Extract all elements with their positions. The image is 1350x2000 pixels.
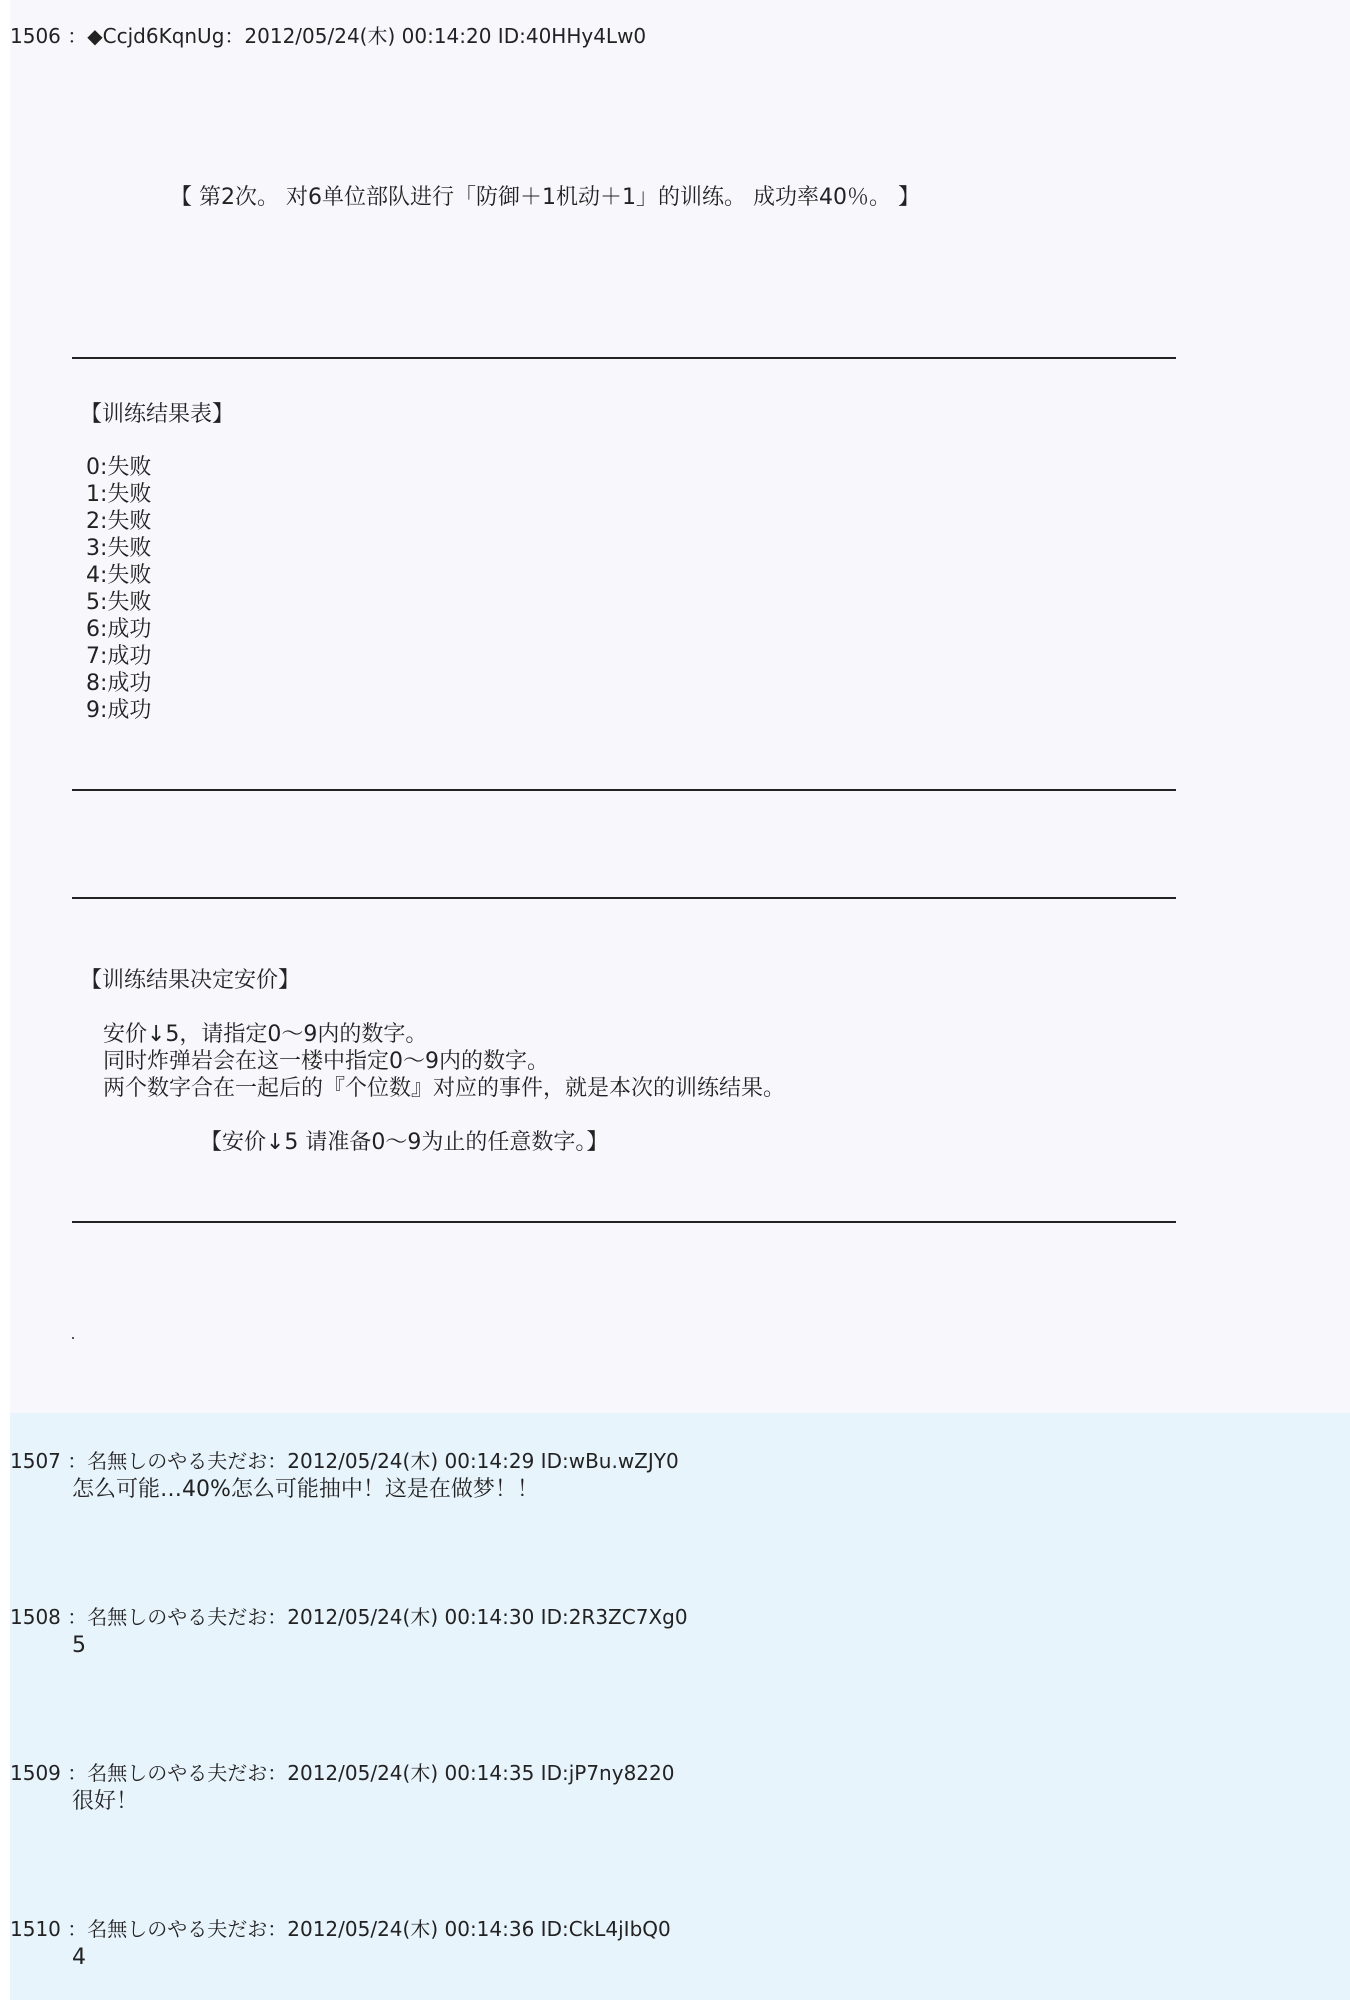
list-item: 9:成功 [86, 698, 152, 723]
list-item: 7:成功 [86, 644, 152, 669]
list-item: 4:失败 [86, 563, 152, 588]
post-header: 1506 ：◆Ccjd6KqnUg：2012/05/24(木) 00:14:20 ID:40HHy4Lw0 [10, 24, 647, 48]
list-item: 3:失败 [86, 536, 152, 561]
list-item: 5:失败 [86, 590, 152, 615]
decision-line: 同时炸弹岩会在这一楼中指定0～9内的数字。 [103, 1049, 549, 1074]
list-item: 1:失败 [86, 482, 152, 507]
divider [72, 789, 1176, 791]
list-item: 8:成功 [86, 671, 152, 696]
reply-header: 1510 ：名無しのやる夫だお：2012/05/24(木) 00:14:36 ID:CkL4jIbQ0 [10, 1917, 671, 1941]
reply-header: 1507 ：名無しのやる夫だお：2012/05/24(木) 00:14:29 ID:wBu.wZJY0 [10, 1449, 679, 1473]
reply-body: 5 [72, 1633, 86, 1658]
decision-line: 安价↓5，请指定0～9内的数字。 [103, 1022, 428, 1047]
reply-body: 很好！ [72, 1789, 139, 1814]
left-margin [0, 0, 10, 2000]
divider [72, 897, 1176, 899]
announcement: 【 第2次。 对6单位部队进行「防御＋1机动＋1」的训练。 成功率40％。 】 [170, 185, 920, 210]
divider [72, 357, 1176, 359]
reply-header: 1508 ：名無しのやる夫だお：2012/05/24(木) 00:14:30 ID:2R3ZC7Xg0 [10, 1605, 688, 1629]
list-item: 6:成功 [86, 617, 152, 642]
request-line: 【安价↓5 请准备0～9为止的任意数字。】 [200, 1130, 609, 1155]
decision-line: 两个数字合在一起后的『个位数』对应的事件，就是本次的训练结果。 [103, 1076, 786, 1101]
main-post [10, 0, 1350, 1413]
stray-dot [72, 1337, 74, 1339]
divider [72, 1221, 1176, 1223]
reply-body: 4 [72, 1945, 86, 1970]
list-item: 0:失败 [86, 455, 152, 480]
results-title: 【训练结果表】 [80, 402, 235, 427]
reply-body: 怎么可能…40%怎么可能抽中！这是在做梦！！ [72, 1477, 539, 1502]
list-item: 2:失败 [86, 509, 152, 534]
reply-header: 1509 ：名無しのやる夫だお：2012/05/24(木) 00:14:35 ID:jP7ny8220 [10, 1761, 675, 1785]
results-list [86, 454, 151, 724]
decision-title: 【训练结果决定安价】 [80, 968, 301, 993]
